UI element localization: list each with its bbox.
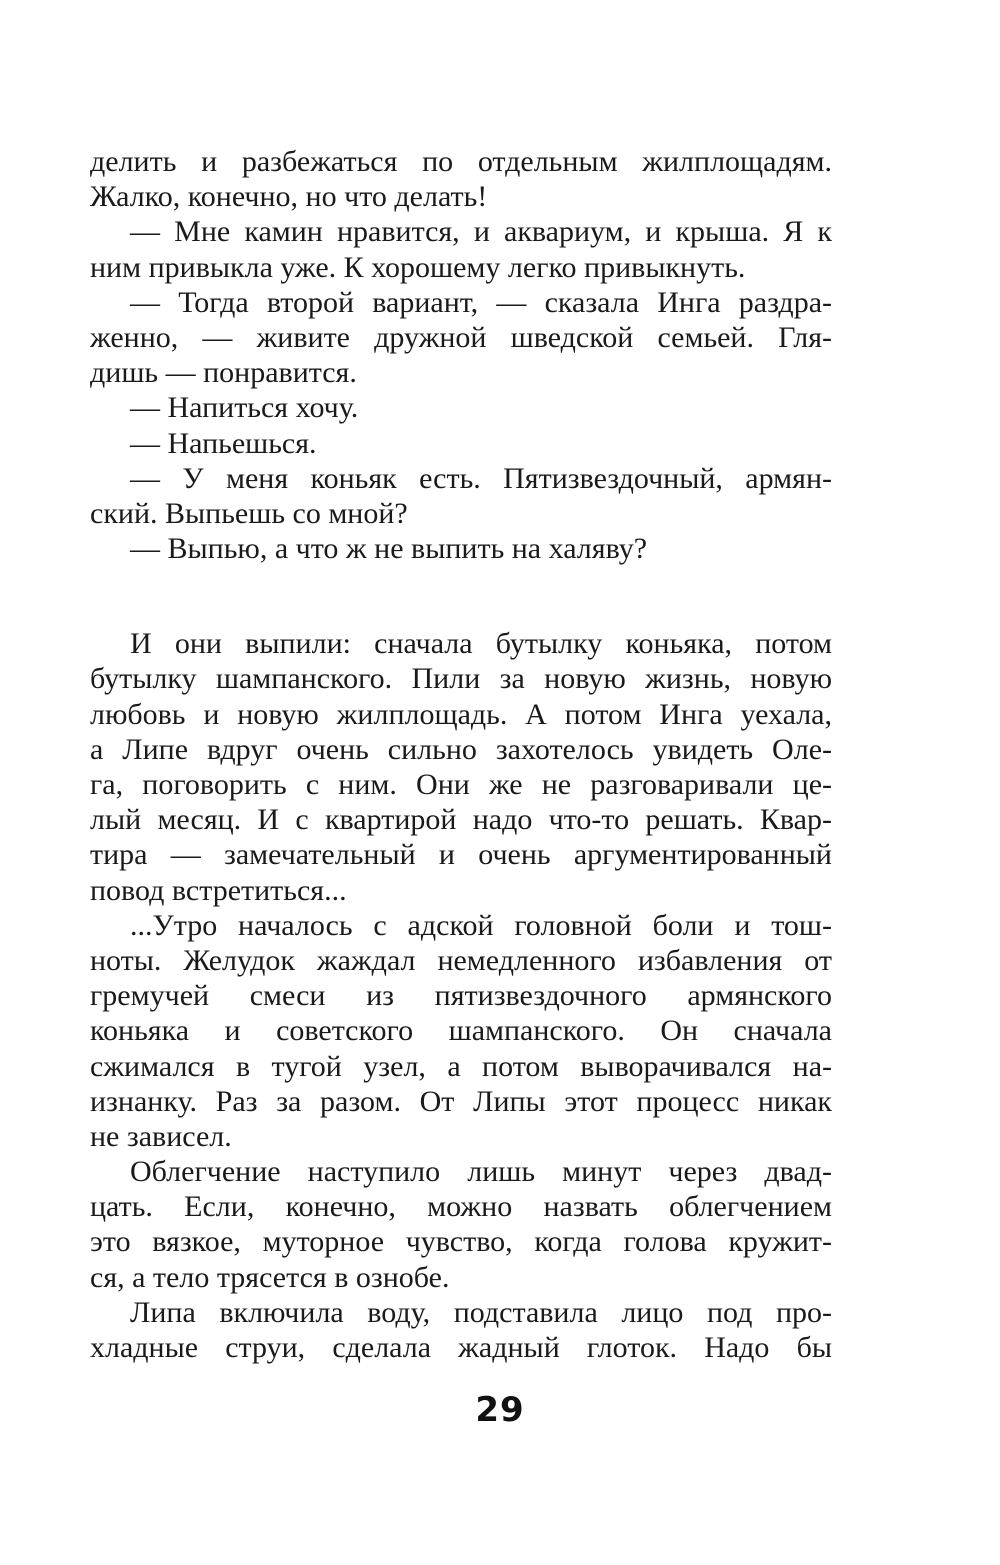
text-line: делить и разбежаться по отдельным жилплощадям. xyxy=(90,145,832,178)
text-line: — Напиться хочу. xyxy=(130,391,359,425)
text-line: хладные струи, сделала жадный глоток. Надо бы xyxy=(90,1331,832,1364)
text-line: коньяка и советского шампанского. Он сначала xyxy=(90,1014,832,1048)
text-line: — У меня коньяк есть. Пятизвездочный, армян- xyxy=(130,461,832,495)
text-line: гремучей смеси из пятизвездочного армянского xyxy=(90,979,832,1013)
text-line: ним привыкла уже. К хорошему легко привыкнуть. xyxy=(90,250,746,284)
text-line: повод встретиться... xyxy=(90,873,347,907)
text-line: цать. Если, конечно, можно назвать облегчением xyxy=(90,1190,832,1224)
page-body xyxy=(90,144,832,1365)
text-line: бутылку шампанского. Пили за новую жизнь, новую xyxy=(90,662,832,696)
text-line: — Тогда второй вариант, — сказала Инга раздра- xyxy=(130,285,832,319)
text-line: изнанку. Раз за разом. От Липы этот процесс никак xyxy=(90,1084,832,1118)
text-line: лый месяц. И с квартирой надо что-то решать. Квар- xyxy=(90,803,832,837)
text-line: Облегчение наступило лишь минут через двад- xyxy=(130,1155,832,1189)
text-line: женно, — живите дружной шведской семьей. Гля- xyxy=(90,320,832,354)
text-block-dialogue xyxy=(90,144,832,566)
page-number: 29 xyxy=(475,1390,525,1430)
text-line: дишь — понравится. xyxy=(90,356,357,390)
text-line: сжимался в тугой узел, а потом выворачивался на- xyxy=(90,1049,832,1083)
text-line: ский. Выпьешь со мной? xyxy=(90,496,408,530)
text-line: га, поговорить с ним. Они же не разговаривали це- xyxy=(90,768,832,801)
text-line: — Выпью, а что ж не выпить на халяву? xyxy=(130,532,648,566)
text-line: не зависел. xyxy=(90,1119,232,1153)
text-line: ...Утро началось с адской головной боли и тош- xyxy=(130,908,832,942)
text-line: И они выпили: сначала бутылку коньяка, потом xyxy=(130,627,832,661)
text-line: это вязкое, муторное чувство, когда голова кружит- xyxy=(90,1225,832,1259)
text-line: Липа включила воду, подставила лицо под про- xyxy=(130,1295,832,1329)
text-line: — Мне камин нравится, и аквариум, и крыша. Я к xyxy=(130,215,832,249)
text-line: ноты. Желудок жаждал немедленного избавления от xyxy=(90,943,832,977)
text-line: тира — замечательный и очень аргументированный xyxy=(90,838,832,872)
text-line: ся, а тело трясется в ознобе. xyxy=(90,1260,450,1294)
text-line: а Липе вдруг очень сильно захотелось увидеть Оле- xyxy=(90,732,832,766)
text-line: любовь и новую жилплощадь. А потом Инга уехала, xyxy=(90,697,832,731)
text-line: — Напьешься. xyxy=(130,426,317,460)
section-break xyxy=(90,566,832,626)
text-line: Жалко, конечно, но что делать! xyxy=(90,180,488,214)
text-block-narrative xyxy=(90,626,832,1365)
